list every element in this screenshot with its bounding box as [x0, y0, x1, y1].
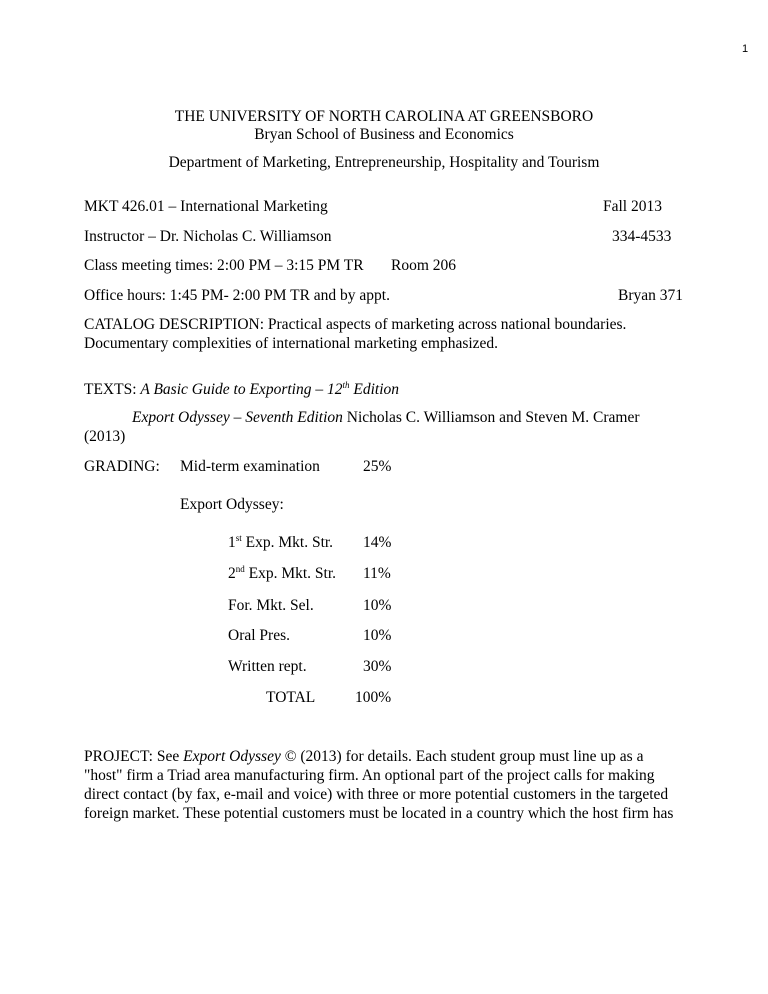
book2-authors: Nicholas C. Williamson and Steven M. Cramer — [342, 409, 640, 426]
office-hours: Office hours: 1:45 PM- 2:00 PM TR and by appt. — [84, 287, 390, 304]
project-line2: "host" firm a Triad area manufacturing firm. An optional part of the project calls for making — [84, 767, 655, 784]
university-name: THE UNIVERSITY OF NORTH CAROLINA AT GREENSBORO — [174, 108, 594, 125]
export-odyssey-ref: Export Odyssey — [183, 748, 281, 765]
midterm-label: Mid-term examination — [180, 458, 320, 475]
total-percent: 100% — [355, 689, 392, 706]
texts-label: TEXTS: — [84, 381, 137, 398]
grading-item-percent: 30% — [363, 658, 392, 675]
grading-item-label: 1st Exp. Mkt. Str. — [228, 533, 334, 551]
grading-item-percent: 10% — [363, 627, 392, 644]
course-term: Fall 2013 — [603, 198, 662, 215]
book2-year: (2013) — [84, 428, 126, 445]
grading-item-label: Oral Pres. — [228, 627, 290, 644]
grading-item-percent: 11% — [363, 565, 391, 582]
catalog-description-line2: Documentary complexities of international marketing emphasized. — [84, 335, 499, 352]
book1-title: A Basic Guide to Exporting – 12th Edition — [140, 380, 399, 398]
project-line4: foreign market. These potential customers must be located in a country which the host firm has — [84, 805, 674, 822]
school-name: Bryan School of Business and Economics — [254, 126, 514, 143]
grading-item-label: 2nd Exp. Mkt. Str. — [228, 564, 337, 582]
instructor-name: Instructor – Dr. Nicholas C. Williamson — [84, 228, 332, 245]
room: Room 206 — [391, 257, 457, 274]
grading-item-label: Written rept. — [228, 658, 307, 675]
course-title: MKT 426.01 – International Marketing — [84, 198, 328, 215]
grading-item-label: For. Mkt. Sel. — [228, 597, 314, 614]
department-name: Department of Marketing, Entrepreneurship, Hospitality and Tourism — [168, 154, 600, 171]
grading-label: GRADING: — [84, 458, 160, 475]
total-label: TOTAL — [266, 689, 316, 706]
project-line3: direct contact (by fax, e-mail and voice) with three or more potential customers in the targeted — [84, 786, 669, 803]
page-number: 1 — [742, 43, 749, 55]
catalog-description-line1: CATALOG DESCRIPTION: Practical aspects of marketing across national boundaries. — [84, 316, 627, 333]
texts-line-1 — [84, 381, 399, 399]
grading-item-percent: 10% — [363, 597, 392, 614]
texts-line-2 — [132, 409, 639, 427]
midterm-percent: 25% — [363, 458, 392, 475]
grading-item-percent: 14% — [363, 534, 392, 551]
office-location: Bryan 371 — [618, 287, 684, 304]
project-line1: PROJECT: See Export Odyssey © (2013) for details. Each student group must line up as a — [84, 748, 644, 765]
meeting-times: Class meeting times: 2:00 PM – 3:15 PM TR — [84, 257, 364, 274]
instructor-phone: 334-4533 — [612, 228, 672, 245]
export-odyssey-label: Export Odyssey: — [180, 496, 284, 513]
book2-title: Export Odyssey – Seventh Edition — [132, 409, 343, 426]
